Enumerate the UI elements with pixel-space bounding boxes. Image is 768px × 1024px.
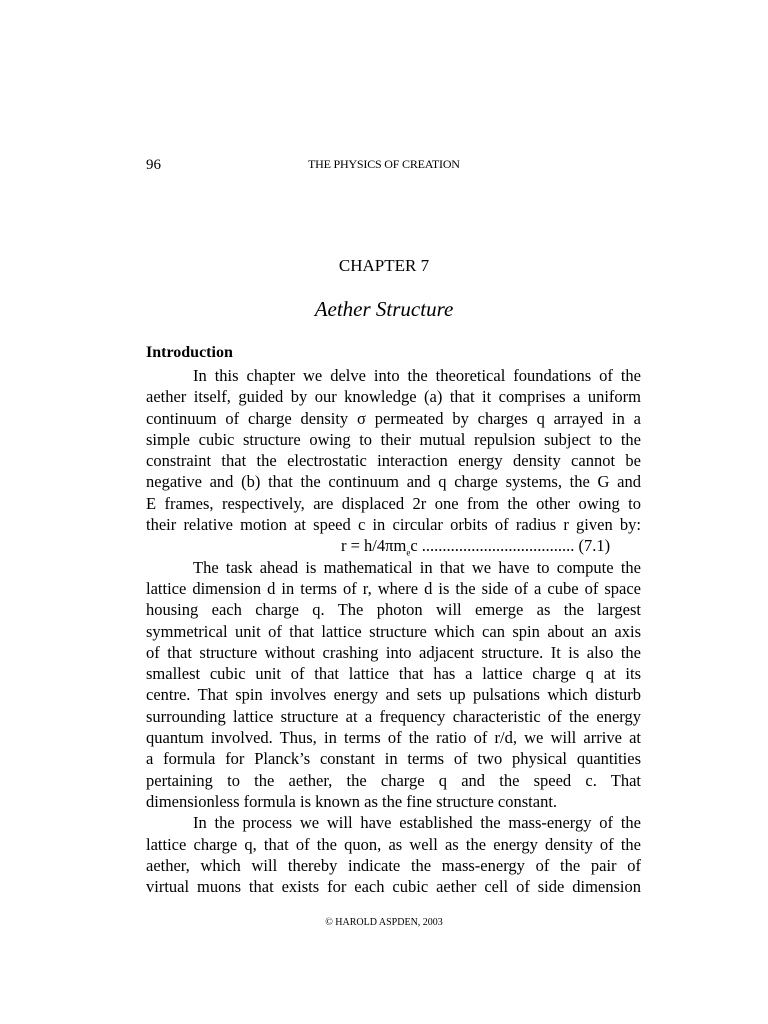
body-line: lattice charge q, that of the quon, as well as the energy density of the bbox=[146, 834, 641, 854]
body-line: virtual muons that exists for each cubic aether cell of side dimension bbox=[146, 877, 641, 897]
body-text bbox=[146, 365, 641, 897]
copyright-footer: © HAROLD ASPDEN, 2003 bbox=[325, 917, 443, 928]
body-line: surrounding lattice structure at a frequency characteristic of the energy bbox=[146, 706, 641, 726]
body-line: lattice dimension d in terms of r, where d is the side of a cube of space bbox=[146, 578, 641, 598]
body-line: pertaining to the aether, the charge q and the speed c. That bbox=[146, 770, 641, 790]
equation-lhs: r = h/4πm bbox=[341, 536, 407, 556]
body-line: dimensionless formula is known as the fine structure constant. bbox=[146, 791, 558, 811]
body-line: quantum involved. Thus, in terms of the ratio of r/d, we will arrive at bbox=[146, 728, 641, 748]
body-line: centre. That spin involves energy and sets up pulsations which disturb bbox=[146, 685, 641, 705]
body-line: constraint that the electrostatic interaction energy density cannot be bbox=[146, 451, 641, 471]
chapter-title: Aether Structure bbox=[314, 297, 454, 321]
body-line: In this chapter we delve into the theoretical foundations of the bbox=[193, 366, 641, 385]
equation-7-1 bbox=[146, 535, 641, 556]
chapter-label: CHAPTER 7 bbox=[338, 256, 430, 275]
body-line: The task ahead is mathematical in that we have to compute the bbox=[193, 557, 641, 577]
body-line: of that structure without crashing into adjacent structure. It is also the bbox=[146, 642, 641, 662]
body-line: a formula for Planck’s constant in terms of two physical quantities bbox=[146, 749, 641, 769]
body-line: In the process we will have established the mass-energy of the bbox=[193, 813, 641, 833]
body-line: their relative motion at speed c in circular orbits of radius r given by: bbox=[146, 515, 641, 535]
section-heading: Introduction bbox=[146, 344, 233, 361]
page-number: 96 bbox=[146, 157, 161, 173]
body-line: continuum of charge density σ permeated by charges q arrayed in a bbox=[146, 408, 641, 428]
equation-rhs: c ..................................... (7.1) bbox=[410, 536, 611, 556]
body-line: aether, which will thereby indicate the mass-energy of the pair of bbox=[146, 855, 641, 875]
equation-subscript: e bbox=[406, 547, 411, 558]
body-line: E frames, respectively, are displaced 2r one from the other owing to bbox=[146, 493, 641, 513]
body-line: smallest cubic unit of that lattice that has a lattice charge q at its bbox=[146, 664, 641, 684]
body-line: symmetrical unit of that lattice structure which can spin about an axis bbox=[146, 621, 641, 641]
body-line: housing each charge q. The photon will emerge as the largest bbox=[146, 600, 641, 620]
body-line: negative and (b) that the continuum and q charge systems, the G and bbox=[146, 472, 641, 492]
body-line: simple cubic structure owing to their mutual repulsion subject to the bbox=[146, 429, 641, 449]
body-line: aether itself, guided by our knowledge (a) that it comprises a uniform bbox=[146, 387, 641, 407]
running-title: THE PHYSICS OF CREATION bbox=[308, 157, 460, 171]
